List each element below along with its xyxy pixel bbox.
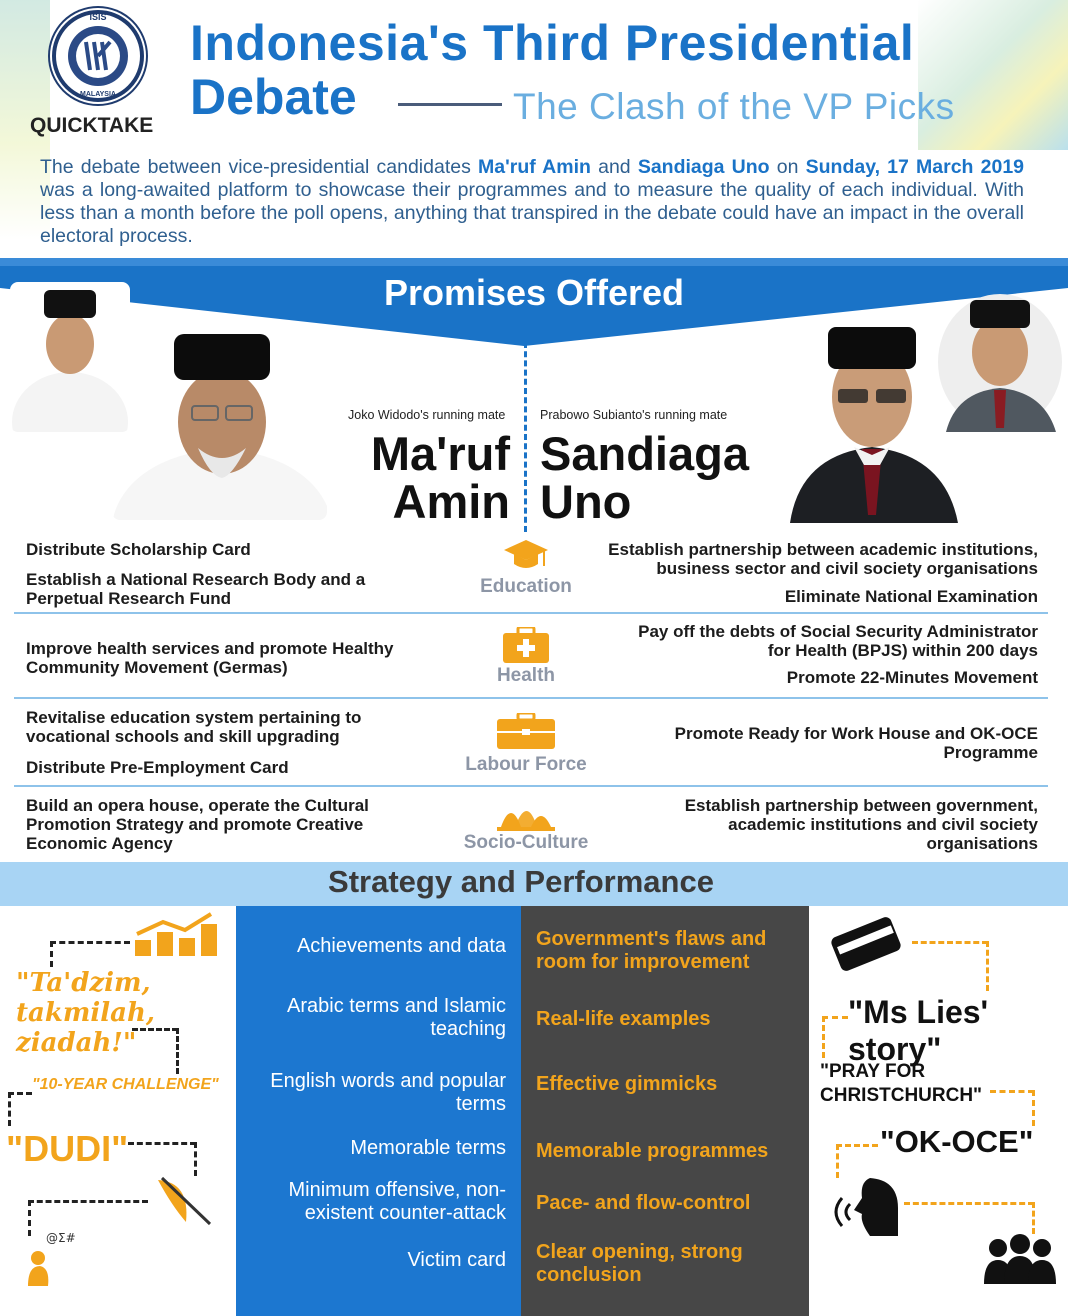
maruf-health-1: Improve health services and promote Healthy Community Movement (Germas) (26, 639, 394, 677)
category-health: Health (496, 665, 556, 686)
sandiaga-last-name: Uno (540, 475, 632, 528)
maruf-strategy-3: English words and popular terms (270, 1070, 506, 1115)
connector-line (1032, 1090, 1035, 1126)
growth-chart-icon (135, 912, 217, 961)
maruf-amin-name (290, 427, 510, 528)
strategy-title: Strategy and Performance (328, 864, 714, 899)
connector-line (8, 1092, 32, 1095)
crowd-icon (984, 1234, 1056, 1289)
quote-10-year-challenge: "10-YEAR CHALLENGE" (32, 1076, 219, 1093)
sandiaga-strategy-6: Clear opening, strong conclusion (536, 1241, 743, 1286)
connector-line (132, 1028, 178, 1031)
sandiaga-labour-1: Promote Ready for Work House and OK-OCE Programme (674, 724, 1038, 762)
row-divider (14, 785, 1048, 787)
graduation-cap-icon (504, 538, 548, 577)
category-labour-force: Labour Force (465, 754, 587, 775)
maruf-first-name: Ma'ruf (370, 427, 510, 480)
logo-emblem (68, 26, 128, 86)
quote-dudi: "DUDI" (6, 1128, 129, 1169)
sandiaga-first-name: Sandiaga (540, 427, 749, 480)
maruf-labour-1: Revitalise education system pertaining to vocational schools and skill upgrading (26, 708, 362, 746)
connector-line (904, 1202, 1034, 1205)
connector-line (28, 1200, 148, 1203)
briefcase-icon (497, 713, 555, 754)
sandiaga-strategy-3: Effective gimmicks (536, 1073, 718, 1095)
row-divider (14, 697, 1048, 699)
connector-line (50, 941, 53, 967)
first-aid-kit-icon (503, 627, 549, 668)
connector-line (912, 941, 988, 944)
logo-top-text: ISIS (89, 12, 107, 22)
quote-ms-lies-story: "Ms Lies' story" (848, 994, 989, 1067)
connector-line (1032, 1202, 1035, 1234)
page-title: Indonesia's Third Presidential (190, 15, 915, 71)
isis-logo (52, 10, 144, 102)
category-socio-culture: Socio-Culture (463, 832, 589, 853)
logo-emblem-icon (68, 26, 128, 86)
connector-line (822, 1016, 848, 1019)
intro-text: and (590, 156, 638, 178)
maruf-strategy-4: Memorable terms (350, 1137, 506, 1159)
intro-paragraph (40, 156, 1024, 248)
sandiaga-health-2: Promote 22-Minutes Movement (786, 668, 1038, 687)
intro-text: was a long-awaited platform to showcase their programmes and to measure the quality of each individual. With less than a month before the poll opens, anything that transpired in the debate could have an impact in the overall electoral process. (40, 179, 1024, 247)
logo-bottom-text: MALAYSIA (80, 91, 116, 98)
intro-date: Sunday, 17 March 2019 (805, 156, 1025, 178)
money-card-icon (828, 912, 904, 977)
connector-line (8, 1092, 11, 1126)
sandiaga-strategy-2: Real-life examples (536, 1008, 711, 1030)
connector-line (986, 941, 989, 991)
svg-text:@Σ#: @Σ# (46, 1231, 76, 1245)
maruf-strategy-2: Arabic terms and Islamic teaching (287, 995, 506, 1040)
sandiaga-education-2: Eliminate National Examination (784, 587, 1038, 606)
maruf-socio-1: Build an opera house, operate the Cultural Promotion Strategy and promote Creative Economic Agency (26, 796, 369, 853)
maruf-strategy-5: Minimum offensive, non-existent counter-attack (288, 1179, 506, 1224)
deflect-shield-icon (152, 1176, 212, 1231)
quote-ok-oce: "OK-OCE" (880, 1124, 1034, 1159)
prabowo-photo (938, 292, 1063, 432)
promises-title: Promises Offered (383, 272, 685, 313)
sandiaga-health-1: Pay off the debts of Social Security Administrator for Health (BPJS) within 200 days (638, 622, 1038, 660)
intro-text: The debate between vice-presidential candidates (40, 156, 479, 178)
connector-line (822, 1016, 825, 1058)
maruf-labour-2: Distribute Pre-Employment Card (26, 758, 289, 777)
category-education: Education (480, 576, 572, 597)
connector-line (50, 941, 130, 944)
sandiaga-strategy-4: Memorable programmes (536, 1140, 769, 1162)
quicktake-label: QUICKTAKE (30, 114, 154, 137)
intro-name-maruf: Ma'ruf Amin (478, 156, 591, 178)
quote-pray-for-christchurch: "PRAY FOR CHRISTCHURCH" (820, 1061, 983, 1106)
connector-line (836, 1144, 839, 1178)
candidate-divider (524, 342, 527, 532)
row-divider (14, 612, 1048, 614)
maruf-strategy-1: Achievements and data (296, 935, 506, 957)
intro-name-sandiaga: Sandiaga Uno (637, 156, 770, 178)
connector-line (176, 1028, 179, 1074)
connector-line (194, 1142, 197, 1176)
sandiaga-socio-1: Establish partnership between government, academic institutions and civil society organisations (684, 796, 1038, 853)
quote-tadzim: "Ta'dzim, takmilah, ziadah!" (16, 968, 155, 1058)
maruf-education-1: Distribute Scholarship Card (26, 540, 251, 559)
sandiaga-education-1: Establish partnership between academic institutions, business sector and civil society organisations (608, 540, 1038, 578)
connector-line (128, 1142, 196, 1145)
connector-line (990, 1090, 1034, 1093)
page-title-line2: Debate (190, 69, 357, 125)
maruf-running-mate-label: Joko Widodo's running mate (348, 408, 506, 422)
sandiaga-running-mate-label: Prabowo Subianto's running mate (540, 408, 728, 422)
page-subtitle: The Clash of the VP Picks (513, 86, 955, 127)
sandiaga-strategy-1: Government's flaws and room for improvement (536, 928, 767, 973)
speaking-head-icon (830, 1176, 900, 1243)
intro-text: on (769, 156, 806, 178)
sandiaga-uno-name (540, 427, 749, 528)
connector-line (836, 1144, 878, 1147)
maruf-education-2: Establish a National Research Body and a Perpetual Research Fund (26, 570, 366, 608)
maruf-last-name: Amin (392, 475, 510, 528)
title-divider (398, 103, 502, 106)
victim-person-icon (20, 1224, 80, 1293)
maruf-strategy-6: Victim card (407, 1249, 506, 1271)
sandiaga-strategy-5: Pace- and flow-control (536, 1192, 751, 1214)
